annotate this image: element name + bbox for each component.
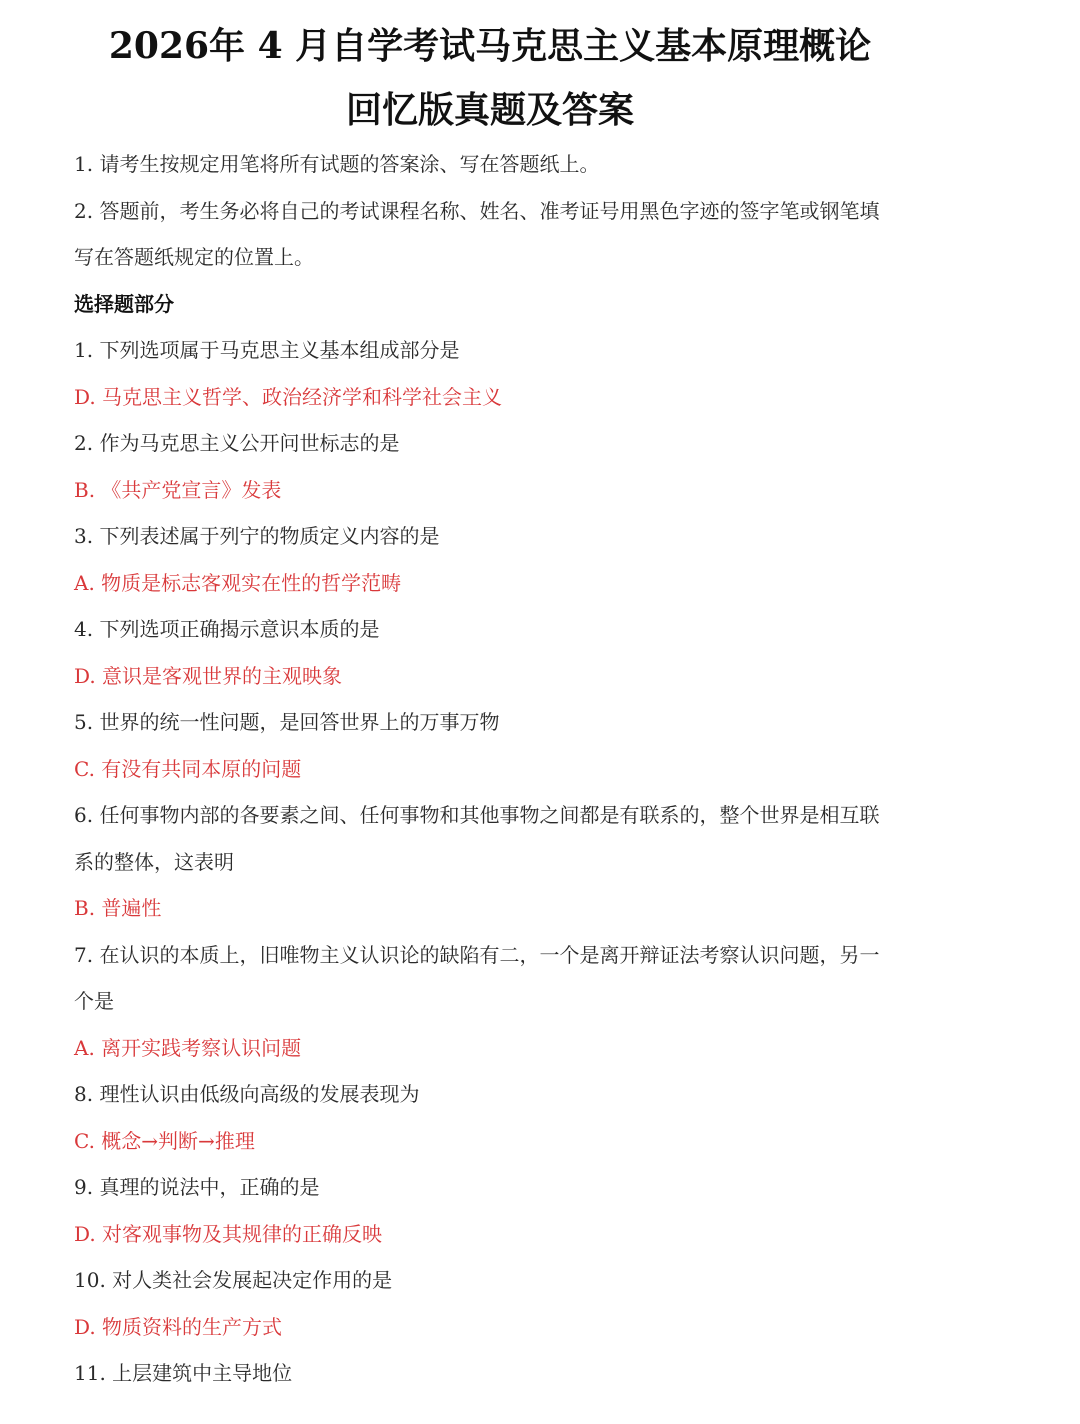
question-3: 3. 下列表述属于列宁的物质定义内容的是	[74, 524, 440, 548]
answer-4: D. 意识是客观世界的主观映象	[74, 664, 343, 688]
instruction-2-continued: 写在答题纸规定的位置上。	[74, 245, 314, 269]
instruction-2: 2. 答题前，考生务必将自己的考试课程名称、姓名、准考证号用黑色字迹的签字笔或钢笔填	[74, 199, 880, 223]
answer-3: A. 物质是标志客观实在性的哲学范畴	[74, 571, 402, 595]
instruction-1: 1. 请考生按规定用笔将所有试题的答案涂、写在答题纸上。	[74, 152, 600, 176]
question-5: 5. 世界的统一性问题，是回答世界上的万事万物	[74, 710, 500, 734]
document-title-line-1: 2026年 4 月自学考试马克思主义基本原理概论	[108, 25, 872, 67]
answer-8: C. 概念→判断→推理	[74, 1129, 255, 1153]
question-4: 4. 下列选项正确揭示意识本质的是	[74, 617, 380, 641]
answer-1: D. 马克思主义哲学、政治经济学和科学社会主义	[74, 385, 503, 409]
question-6-continued: 系的整体，这表明	[74, 850, 234, 874]
answer-5: C. 有没有共同本原的问题	[74, 757, 302, 781]
question-2: 2. 作为马克思主义公开问世标志的是	[74, 431, 400, 455]
question-7-continued: 个是	[74, 989, 114, 1013]
question-6: 6. 任何事物内部的各要素之间、任何事物和其他事物之间都是有联系的，整个世界是相互联	[74, 803, 880, 827]
answer-2: B. 《共产党宣言》发表	[74, 478, 282, 502]
question-10: 10. 对人类社会发展起决定作用的是	[74, 1268, 393, 1292]
answer-7: A. 离开实践考察认识问题	[74, 1036, 302, 1060]
question-8: 8. 理性认识由低级向高级的发展表现为	[74, 1082, 420, 1106]
section-heading: 选择题部分	[74, 292, 174, 316]
document-title-line-2: 回忆版真题及答案	[345, 89, 634, 131]
question-9: 9. 真理的说法中，正确的是	[74, 1175, 320, 1199]
question-7: 7. 在认识的本质上，旧唯物主义认识论的缺陷有二，一个是离开辩证法考察认识问题，另一	[74, 943, 880, 967]
question-1: 1. 下列选项属于马克思主义基本组成部分是	[74, 338, 460, 362]
question-11: 11. 上层建筑中主导地位	[74, 1361, 293, 1385]
answer-10: D. 物质资料的生产方式	[74, 1315, 283, 1339]
answer-9: D. 对客观事物及其规律的正确反映	[74, 1222, 383, 1246]
answer-6: B. 普遍性	[74, 896, 162, 920]
